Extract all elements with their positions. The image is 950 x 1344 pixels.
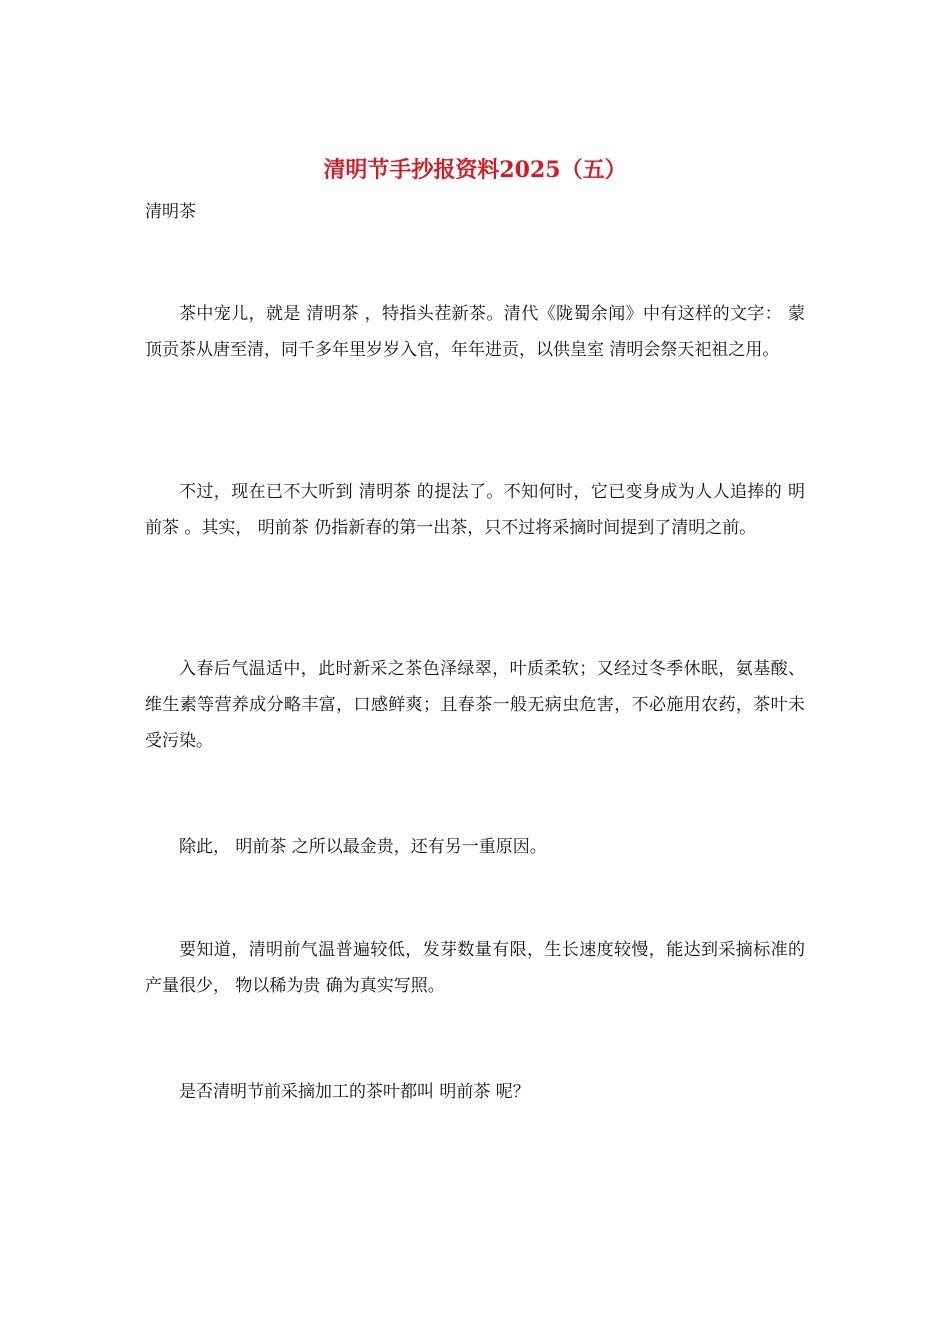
- paragraph-2: 不过，现在已不大听到 清明茶 的提法了。不知何时，它已变身成为人人追捧的 明前茶 。其实， 明前茶 仍指新春的第一出茶，只不过将采摘时间提到了清明之前。: [145, 482, 805, 538]
- paragraph-4: 除此， 明前茶 之所以最金贵，还有另一重原因。: [179, 837, 547, 857]
- paragraph-1: 茶中宠儿，就是 清明茶 ，特指头茬新茶。清代《陇蜀余闻》中有这样的文字： 蒙顶贡茶从唐至清，同千多年里岁岁入官，年年进贡，以供皇室 清明会祭天祀祖之用。: [145, 304, 805, 360]
- section-heading: 清明茶: [145, 202, 196, 222]
- paragraph-6: 是否清明节前采摘加工的茶叶都叫 明前茶 呢？: [179, 1082, 530, 1102]
- paragraph-3: 入春后气温适中，此时新采之茶色泽绿翠，叶质柔软；又经过冬季休眠，氨基酸、维生素等营养成分略丰富，口感鲜爽；且春茶一般无病虫危害，不必施用农药，茶叶未受污染。: [145, 659, 805, 751]
- paragraph-5: 要知道，清明前气温普遍较低，发芽数量有限，生长速度较慢，能达到采摘标准的产量很少， 物以稀为贵 确为真实写照。: [145, 940, 805, 996]
- page-title: 清明节手抄报资料2025（五）: [323, 157, 627, 183]
